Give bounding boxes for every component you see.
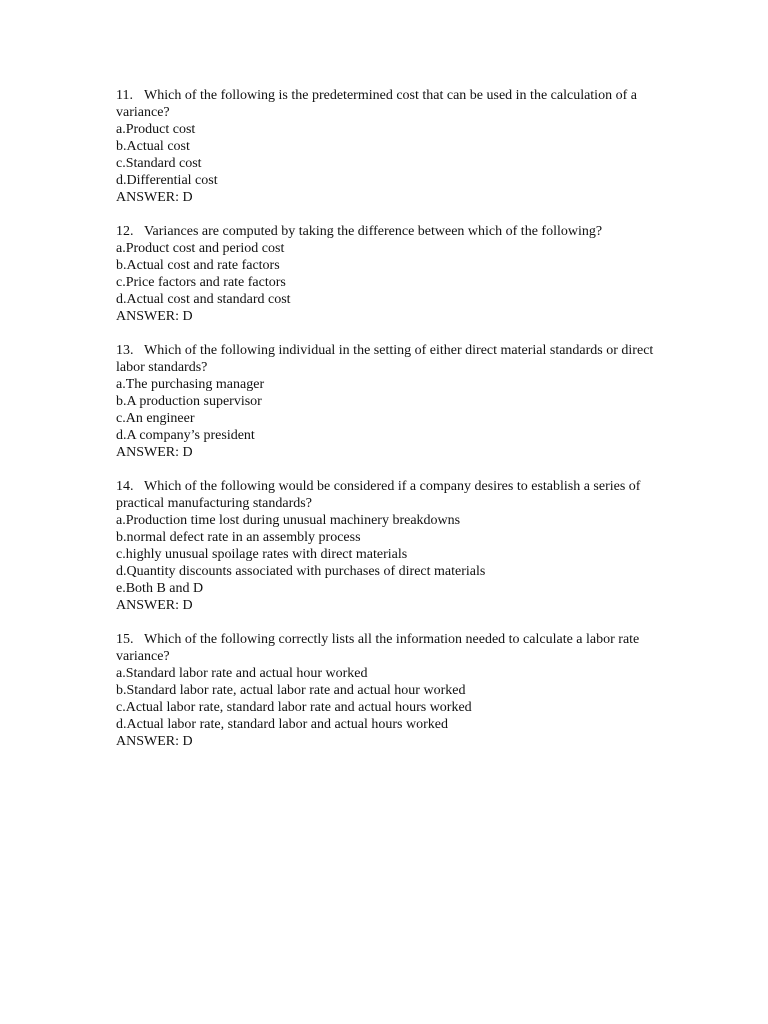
option-e: e.Both B and D [116, 581, 204, 596]
option-a: a.Production time lost during unusual machinery breakdowns [116, 513, 461, 528]
option-a: a.The purchasing manager [116, 377, 265, 392]
option-a: a.Product cost and period cost [116, 241, 285, 256]
option-d: d.Quantity discounts associated with purchases of direct materials [116, 564, 486, 579]
option-b: b.Actual cost [116, 139, 190, 154]
document-page [116, 87, 676, 767]
option-d: d.Actual cost and standard cost [116, 292, 291, 307]
question-text: Which of the following individual in the setting of either direct material standards or direct labor standards? [116, 343, 654, 375]
option-list [116, 240, 676, 308]
answer-line: ANSWER: D [116, 445, 193, 460]
option-c: c.Actual labor rate, standard labor rate and actual hours worked [116, 700, 472, 715]
option-b: b.A production supervisor [116, 394, 262, 409]
question-text: Variances are computed by taking the difference between which of the following? [144, 224, 603, 239]
option-list [116, 512, 676, 597]
question-text: Which of the following is the predetermined cost that can be used in the calculation of a variance? [116, 88, 637, 120]
option-d: d.Differential cost [116, 173, 218, 188]
question-number: 11. [116, 88, 133, 103]
answer-line: ANSWER: D [116, 598, 193, 613]
question-text: Which of the following would be considered if a company desires to establish a series of practical manufacturing standards? [116, 479, 641, 511]
option-c: c.Standard cost [116, 156, 202, 171]
option-d: d.Actual labor rate, standard labor and actual hours worked [116, 717, 448, 732]
question-stem [116, 342, 676, 376]
option-b: b.Standard labor rate, actual labor rate and actual hour worked [116, 683, 466, 698]
question-stem [116, 87, 676, 121]
question-number: 12. [116, 224, 134, 239]
question-number: 15. [116, 632, 134, 647]
question-12 [116, 223, 676, 325]
option-b: b.Actual cost and rate factors [116, 258, 280, 273]
option-d: d.A company’s president [116, 428, 255, 443]
answer-line: ANSWER: D [116, 734, 193, 749]
question-11 [116, 87, 676, 206]
question-text: Which of the following correctly lists all the information needed to calculate a labor rate variance? [116, 632, 640, 664]
question-number: 13. [116, 343, 134, 358]
option-c: c.Price factors and rate factors [116, 275, 286, 290]
option-b: b.normal defect rate in an assembly process [116, 530, 361, 545]
question-stem [116, 631, 676, 665]
answer-line: ANSWER: D [116, 309, 193, 324]
question-15 [116, 631, 676, 750]
question-14 [116, 478, 676, 614]
question-number: 14. [116, 479, 134, 494]
question-stem [116, 478, 676, 512]
option-list [116, 376, 676, 444]
answer-line: ANSWER: D [116, 190, 193, 205]
option-list [116, 665, 676, 733]
option-c: c.highly unusual spoilage rates with direct materials [116, 547, 408, 562]
option-c: c.An engineer [116, 411, 195, 426]
question-stem [116, 223, 676, 240]
option-a: a.Product cost [116, 122, 196, 137]
option-list [116, 121, 676, 189]
question-13 [116, 342, 676, 461]
option-a: a.Standard labor rate and actual hour worked [116, 666, 368, 681]
